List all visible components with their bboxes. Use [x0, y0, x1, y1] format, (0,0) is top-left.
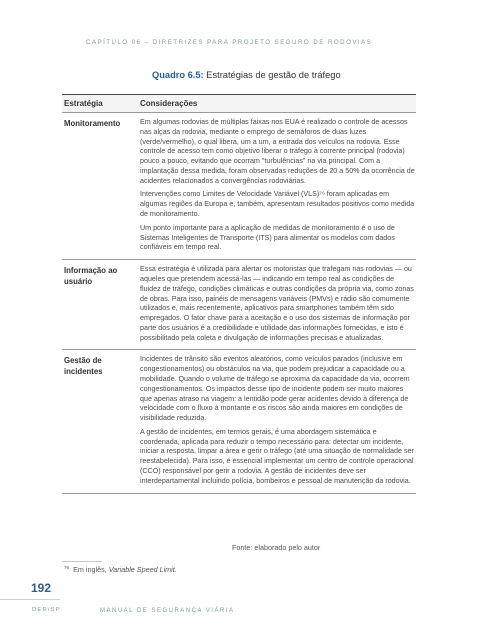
publication-title: MANUAL DE SEGURANÇA VIÁRIA — [100, 608, 235, 614]
table-source: Fonte: elaborado pelo autor — [232, 543, 321, 552]
strategy-name: Monitoramento — [64, 119, 121, 128]
table-caption — [152, 70, 341, 80]
table-bottom-rule — [62, 493, 416, 494]
strategy-name: Informação ao usuário — [64, 266, 118, 287]
strategies-table — [62, 94, 416, 494]
table-row-informacao — [62, 260, 416, 349]
table-caption-title: Estratégias de gestão de tráfego — [206, 70, 341, 80]
footnote-emphasis: Variable Speed Limit. — [108, 565, 177, 574]
considerations-paragraph: Essa estratégia é utilizada para alertar os motoristas que trafegam nas rodovias — ou aqueles que pretendem acessá-las — indicando em tempo real as condições de fluidez de tráfego, condições climáticas e outras condições da própria via, como zonas de obras. Para isso, painéis de mensagens variáveis (PMVs) e rádio são comumente utilizados e, mais recentemente, aplicativos para smartphones também têm sido empregados. O fator chave para a aceitação e o uso dos sistemas de informação por parte dos usuários é a credibilidade e utilidade das informações fornecidas, e isto é possibilitado pela coleta e divulgação de informações precisas e atualizadas. — [140, 265, 414, 342]
footnote-divider — [62, 561, 102, 562]
column-header-considerations: Considerações — [140, 99, 198, 108]
considerations-paragraph: Um ponto importante para a aplicação de medidas de monitoramento é o uso de Sistemas Inteligentes de Transporte (ITS) para alimentar os modelos com dados confiáveis em tempo real. — [140, 223, 395, 252]
table-row-monitoramento — [62, 113, 416, 259]
table-header-row — [62, 95, 416, 112]
considerations-paragraph: Em algumas rodovias de múltiplas faixas nos EUA é realizado o controle de acessos nas alças da rodovia, mediante o emprego de semáforos de duas luzes (verde/vermelho), o qual libera, um a um, a entrada dos veículos na rodovia. Esse controle de acesso tem como objetivo liberar o tráfego à corrente principal (rodovia) pouco a pouco, evitando que ocorram "turbulências" na via principal. Com a implantação dessa medida, foram observadas reduções de 20 a 50% da ocorrência de acidentes relacionados a convergências rodoviárias. — [140, 118, 415, 185]
strategy-name: Gestão de incidentes — [64, 356, 103, 377]
table-row-gestao — [62, 350, 416, 492]
footnote-text: Em inglês, — [73, 565, 109, 574]
considerations-cell — [140, 265, 416, 343]
footnote-number: 76 — [64, 565, 70, 570]
footer-rule — [0, 599, 60, 600]
considerations-paragraph: Incidentes de trânsito são eventos aleatórios, como veículos parados (inclusive em congestionamentos) ou obstáculos na via, que podem prejudicar a capacidade ou a mobilidade. Quando o volume de tráfego se aproxima da capacidade da via, ocorrem congestionamentos. Os impactos desse tipo de incidente podem ser muito maiores que apenas atraso na viagem: a lentidão pode gerar acidentes devido à diferença de velocidade com o fluxo à montante e os riscos são ainda maiores em condições de visibilidade reduzida. — [140, 355, 410, 423]
publisher-label: DER/SP — [32, 607, 61, 613]
column-header-strategy: Estratégia — [64, 99, 103, 108]
considerations-cell — [140, 118, 416, 253]
table-caption-number: Quadro 6.5: — [152, 70, 204, 80]
considerations-paragraph: A gestão de incidentes, em termos gerais, é uma abordagem sistemática e coordenada, aplicada para reduzir o tempo necessário para: detectar um incidente, iniciar a resposta, limpar a área e gerir o tráfego (até uma situação de normalidade ser reestabelecida). Para isso, é essencial implementar um centro de controle operacional (CCO) responsável por gerir a rodovia. A gestão de incidentes deve ser interdepartamental incluindo polícia, bombeiros e pessoal de manutenção da rodovia. — [140, 427, 414, 485]
page-number: 192 — [31, 581, 52, 595]
footnote — [64, 565, 177, 574]
considerations-cell — [140, 355, 416, 486]
chapter-header: CAPÍTULO 06 – DIRETRIZES PARA PROJETO SEGURO DE RODOVIAS — [86, 39, 373, 46]
considerations-paragraph: Intervenções como Limites de Velocidade Variável (VLS)⁷⁶ foram aplicadas em algumas regiões da Europa e, também, apresentam resultados positivos como medida de monitoramento. — [140, 190, 415, 219]
